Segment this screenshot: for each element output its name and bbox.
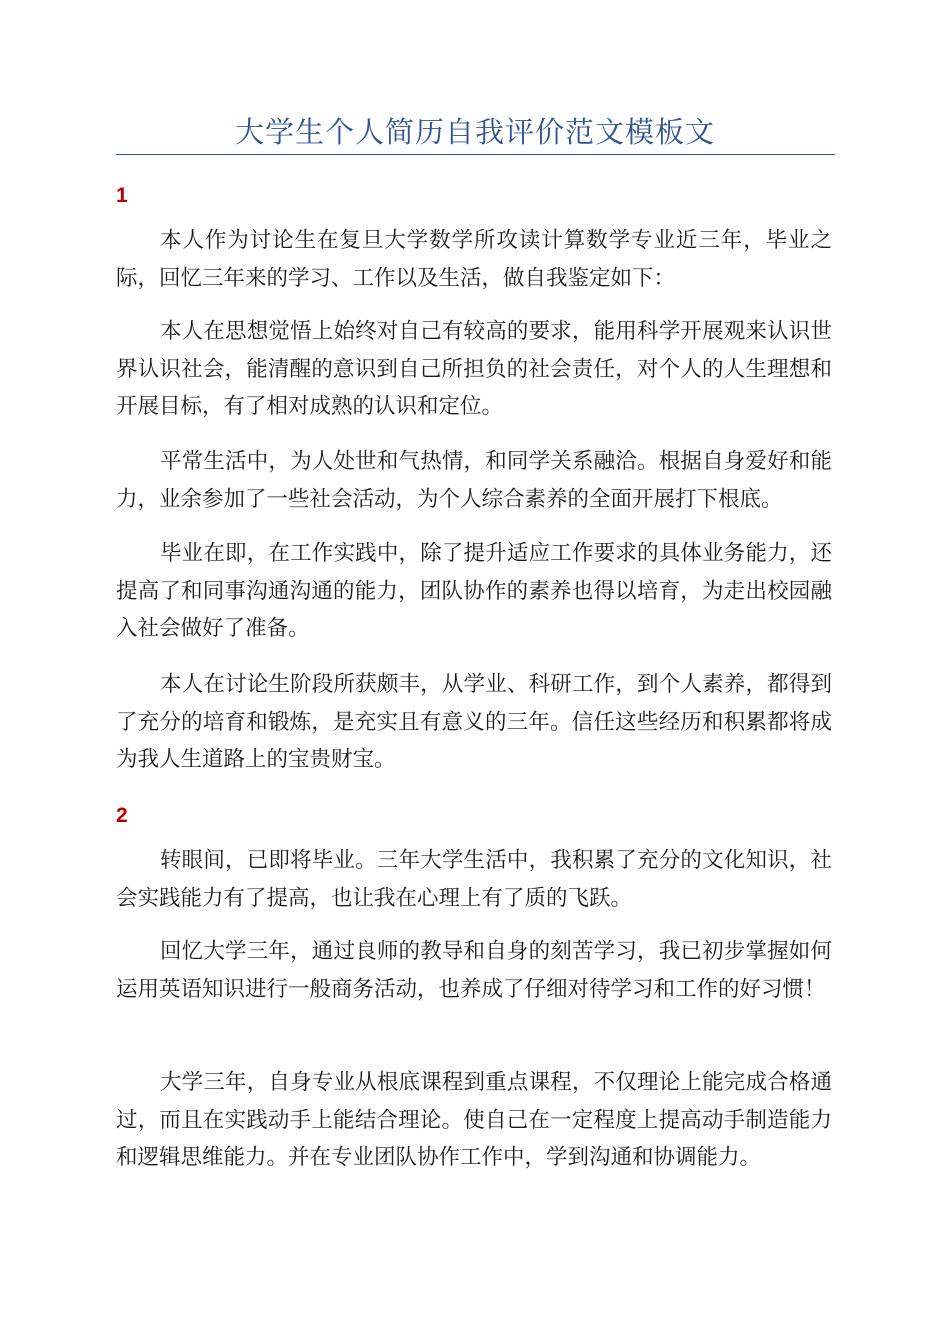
section-number-1: 1	[116, 184, 128, 207]
document-title: 大学生个人简历自我评价范文模板文	[234, 115, 715, 149]
paragraph-2-1: 转眼间，已即将毕业。三年大学生活中，我积累了充分的文化知识，社会实践能力有了提高，也让我在心理上有了质的飞跃。	[116, 848, 832, 911]
paragraph-1-1: 本人作为讨论生在复旦大学数学所攻读计算数学专业近三年，毕业之际，回忆三年来的学习、工作以及生活，做自我鉴定如下：	[116, 228, 832, 291]
title-underline	[116, 154, 835, 155]
section-number-2: 2	[116, 804, 128, 827]
paragraph-1-2: 本人在思想觉悟上始终对自己有较高的要求，能用科学开展观来认识世界认识社会，能清醒的意识到自己所担负的社会责任，对个人的人生理想和开展目标，有了相对成熟的认识和定位。	[116, 319, 832, 419]
paragraph-1-5: 本人在讨论生阶段所获颇丰，从学业、科研工作，到个人素养，都得到了充分的培育和锻炼，是充实且有意义的三年。信任这些经历和积累都将成为我人生道路上的宝贵财宝。	[116, 672, 832, 772]
paragraph-1-4: 毕业在即，在工作实践中，除了提升适应工作要求的具体业务能力，还提高了和同事沟通沟通的能力，团队协作的素养也得以培育，为走出校园融入社会做好了准备。	[116, 541, 832, 641]
paragraph-2-3: 大学三年，自身专业从根底课程到重点课程，不仅理论上能完成合格通过，而且在实践动手上能结合理论。使自己在一定程度上提高动手制造能力和逻辑思维能力。并在专业团队协作工作中，学到沟通和协调能力。	[116, 1070, 832, 1170]
paragraph-2-2: 回忆大学三年，通过良师的教导和自身的刻苦学习，我已初步掌握如何运用英语知识进行一般商务活动，也养成了仔细对待学习和工作的好习惯！	[116, 939, 832, 1002]
paragraph-1-3: 平常生活中，为人处世和气热情，和同学关系融洽。根据自身爱好和能力，业余参加了一些社会活动，为个人综合素养的全面开展打下根底。	[116, 449, 832, 512]
